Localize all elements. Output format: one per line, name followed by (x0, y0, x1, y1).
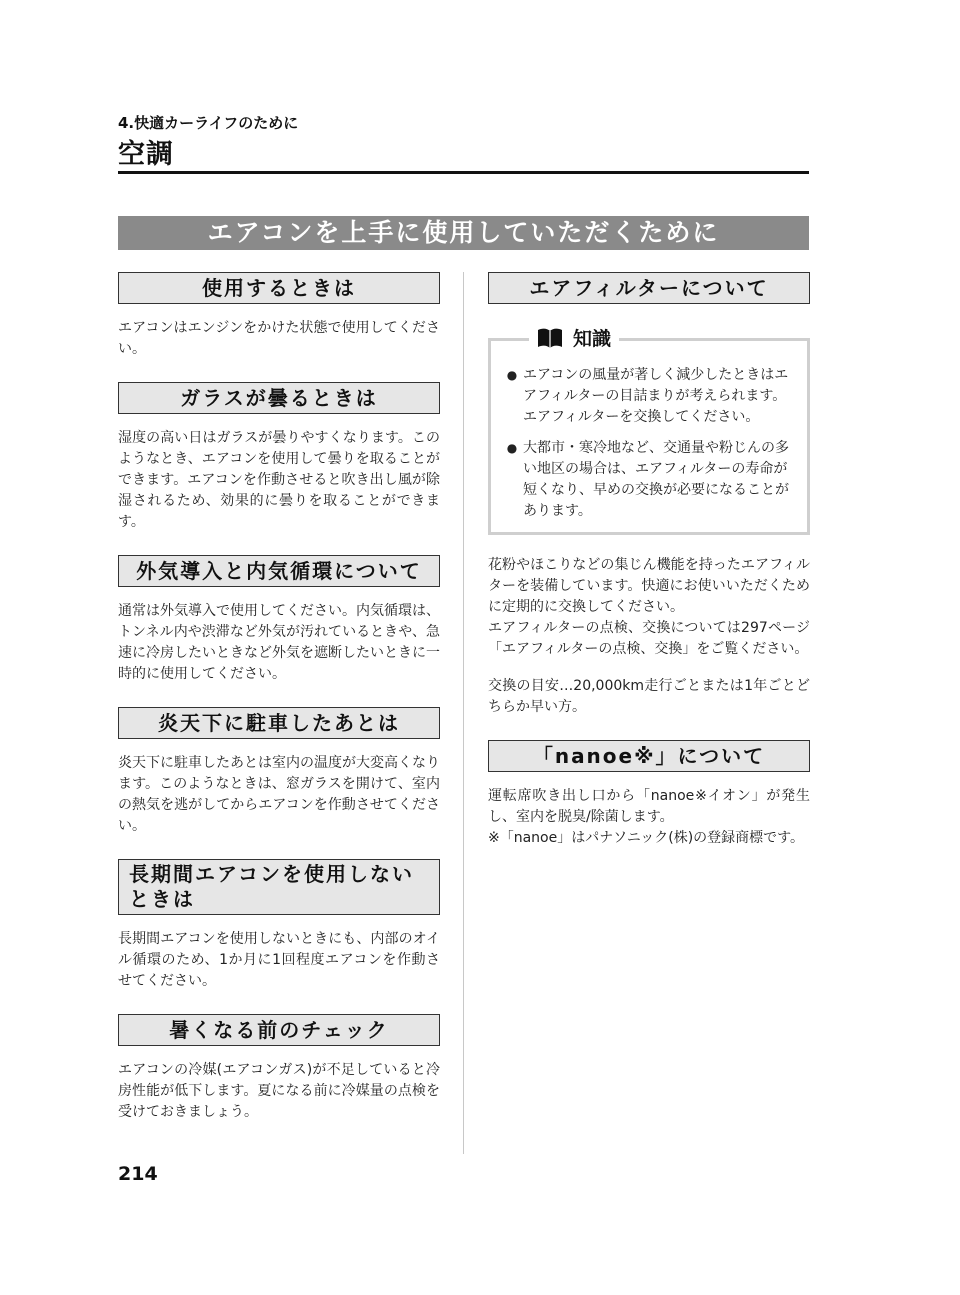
section-usage (118, 272, 440, 360)
section-body: 長期間エアコンを使用しないときにも、内部のオイル循環のため、1か月に1回程度エアコンを作動させてください。 (118, 931, 440, 989)
heading-line: 長期間エアコンを使用しない (129, 862, 414, 886)
page-title: 空調 (118, 139, 174, 170)
bullet-icon: ● (506, 368, 518, 382)
right-column (488, 272, 810, 849)
section-body: 通常は外気導入で使用してください。内気循環は、トンネル内や渋滞など外気が汚れているときや、急速に冷房したいときなど外気を遮断したいときに一時的に使用してください。 (118, 603, 440, 682)
section-body: 炎天下に駐車したあとは室内の温度が大変高くなります。このようなときは、窓ガラスを開けて、室内の熱気を逃がしてからエアコンを作動させてください。 (118, 755, 440, 834)
section-heading: 「nanoe※」について (488, 740, 810, 772)
knowledge-item-text: エアコンの風量が著しく減少したときはエアフィルターの目詰まりが考えられます。エアフィルターを交換してください。 (523, 367, 789, 425)
knowledge-item (501, 438, 797, 522)
knowledge-box (488, 328, 810, 535)
book-icon (537, 327, 563, 349)
section-heading (118, 859, 440, 915)
section-heading: 外気導入と内気循環について (118, 555, 440, 587)
section-air-intake (118, 555, 440, 685)
section-body: エアコンの冷媒(エアコンガス)が不足していると冷房性能が低下します。夏になる前に冷媒量の点検を受けておきましょう。 (118, 1062, 440, 1120)
section-nanoe (488, 740, 810, 849)
bullet-icon: ● (506, 441, 518, 455)
section-long-term (118, 859, 440, 992)
section-heading: 炎天下に駐車したあとは (118, 707, 440, 739)
page-number: 214 (118, 1163, 158, 1185)
section-heading: エアフィルターについて (488, 272, 810, 304)
heading-line: ときは (129, 887, 195, 911)
knowledge-label (529, 324, 619, 351)
section-heading: 使用するときは (118, 272, 440, 304)
section-heading: 暑くなる前のチェック (118, 1014, 440, 1046)
filter-interval: 交換の目安…20,000km走行ごとまたは1年ごとどちらか早い方。 (488, 678, 810, 715)
column-divider (463, 272, 464, 1154)
section-banner: エアコンを上手に使用していただくために (118, 216, 809, 250)
knowledge-item-text: 大都市・寒冷地など、交通量や粉じんの多い地区の場合は、エアフィルターの寿命が短くなり、早めの交換が必要になることがあります。 (523, 440, 789, 519)
filter-reference: エアフィルターの点検、交換については297ページ「エアフィルターの点検、交換」をご覧ください。 (488, 620, 810, 657)
chapter-label: 4.快適カーライフのために (118, 114, 299, 132)
nanoe-body: 運転席吹き出し口から「nanoe※イオン」が発生し、室内を脱臭/除菌します。 (488, 788, 810, 825)
left-column (118, 272, 440, 1123)
section-body: エアコンはエンジンをかけた状態で使用してください。 (118, 320, 440, 357)
knowledge-item (501, 365, 797, 428)
section-hot-parking (118, 707, 440, 837)
title-rule (118, 171, 809, 174)
section-fogging (118, 382, 440, 533)
section-heading: ガラスが曇るときは (118, 382, 440, 414)
section-pre-summer (118, 1014, 440, 1123)
nanoe-trademark: ※「nanoe」はパナソニック(株)の登録商標です。 (488, 830, 805, 846)
section-body: 湿度の高い日はガラスが曇りやすくなります。このようなとき、エアコンを使用して曇りを取ることができます。エアコンを作動させると吹き出し風が除湿されるため、効果的に曇りを取ることができます。 (118, 430, 440, 530)
knowledge-label-text: 知識 (573, 328, 612, 350)
filter-body: 花粉やほこりなどの集じん機能を持ったエアフィルターを装備しています。快適にお使いいただくために定期的に交換してください。 (488, 557, 810, 615)
